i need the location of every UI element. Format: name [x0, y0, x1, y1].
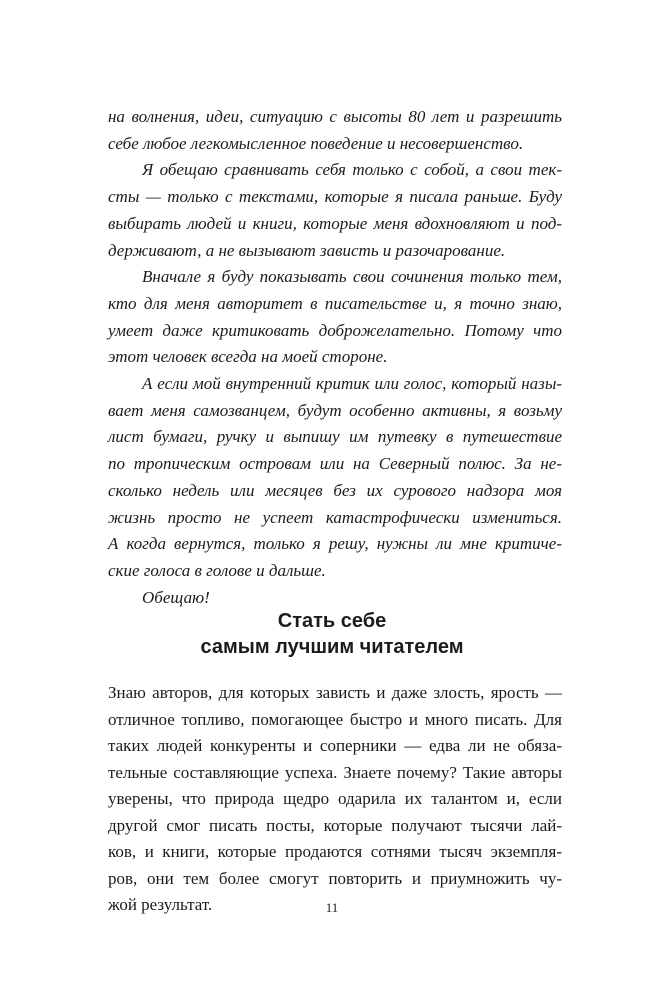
- text-line: другой смог писать посты, которые получают тысячи лай-: [108, 815, 562, 835]
- text-line: по тропическим островам или на Северный полюс. За не-: [108, 454, 562, 474]
- text-line: на волнения, идеи, ситуацию с высоты 80 лет и разрешить: [108, 107, 562, 126]
- text-line: жой результат.: [108, 895, 213, 914]
- page-number: 11: [325, 900, 339, 915]
- text-line: вает меня самозванцем, будут особенно активны, я возьму: [108, 400, 562, 420]
- text-line: умеет даже критиковать доброжелательно. Потому что: [108, 320, 562, 340]
- italic-promise-text: [108, 104, 562, 611]
- text-line: лист бумаги, ручку и выпишу им путевку в путешествие: [108, 427, 562, 447]
- text-line: этот человек всегда на моей стороне.: [108, 347, 388, 367]
- text-line: себе любое легкомысленное поведение и несовершенство.: [108, 133, 524, 153]
- text-line: выбирать людей и книги, которые меня вдохновляют и под-: [108, 213, 562, 233]
- text-line: Я обещаю сравнивать себя только с собой, а свои тек-: [142, 160, 562, 180]
- text-line: ров, они тем более смогут повторить и приумножить чу-: [108, 868, 562, 888]
- text-line: сты — только с текстами, которые я писала раньше. Буду: [108, 187, 562, 207]
- section-heading-line-2: самым лучшим читателем: [200, 636, 464, 658]
- text-line: таких людей конкуренты и соперники — едва ли не обяза-: [108, 736, 562, 755]
- text-line: сколько недель или месяцев без их сурового надзора моя: [108, 480, 562, 500]
- text-line: Обещаю!: [142, 587, 210, 607]
- text-line: А если мой внутренний критик или голос, который назы-: [142, 374, 562, 394]
- text-line: уверены, что природа щедро одарила их талантом и, если: [108, 789, 562, 808]
- text-line: ков, и книги, которые продаются сотнями тысяч экземпля-: [108, 842, 562, 861]
- text-line: Вначале я буду показывать свои сочинения только тем,: [142, 267, 562, 287]
- text-line: держивают, а не вызывают зависть и разочарование.: [108, 240, 506, 260]
- text-line: кто для меня авторитет в писательстве и, я точно знаю,: [108, 293, 562, 313]
- text-line: тельные составляющие успеха. Знаете почему? Такие авторы: [108, 762, 562, 782]
- text-line: ские голоса в голове и дальше.: [108, 560, 326, 580]
- text-line: жизнь просто не успеет катастрофически измениться.: [108, 507, 562, 527]
- section-heading-line-1: Стать себе: [277, 610, 387, 632]
- text-line: Знаю авторов, для которых зависть и даже злость, ярость —: [108, 683, 562, 702]
- text-line: А когда вернутся, только я решу, нужны ли мне критиче-: [108, 534, 562, 554]
- body-paragraph: [108, 680, 562, 919]
- text-line: отличное топливо, помогающее быстро и много писать. Для: [108, 709, 562, 729]
